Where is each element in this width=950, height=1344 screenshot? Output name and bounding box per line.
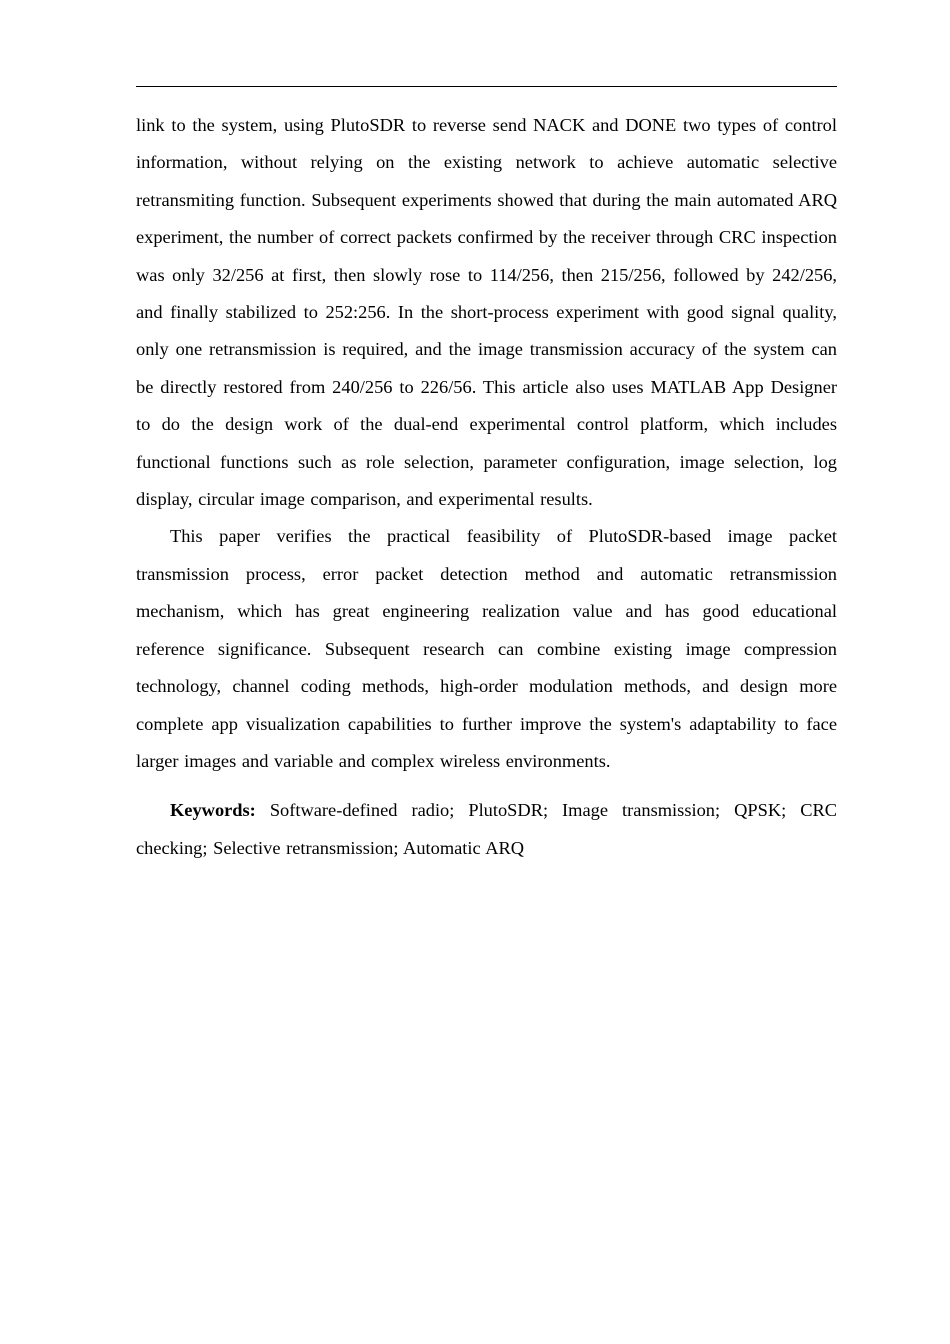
keywords-text: Software-defined radio; PlutoSDR; Image transmission; QPSK; CRC checking; Selective retransmission; Automatic ARQ [136,800,837,858]
abstract-paragraph-2: This paper verifies the practical feasibility of PlutoSDR-based image packet transmission process, error packet detection method and automatic retransmission mechanism, which has great engineering realization value and has good educational reference significance. Subsequent research can combine existing image compression technology, channel coding methods, high-order modulation methods, and design more complete app visualization capabilities to further improve the system's adaptability to face larger images and variable and complex wireless environments. [136,526,837,771]
keywords-line [136,792,837,867]
header-rule [136,86,837,87]
abstract-paragraph-1: link to the system, using PlutoSDR to reverse send NACK and DONE two types of control information, without relying on the existing network to achieve automatic selective retransmiting function. Subsequent experiments showed that during the main automated ARQ experiment, the number of correct packets confirmed by the receiver through CRC inspection was only 32/256 at first, then slowly rose to 114/256, then 215/256, followed by 242/256, and finally stabilized to 252:256. In the short-process experiment with good signal quality, only one retransmission is required, and the image transmission accuracy of the system can be directly restored from 240/256 to 226/56. This article also uses MATLAB App Designer to do the design work of the dual-end experimental control platform, which includes functional functions such as role selection, parameter configuration, image selection, log display, circular image comparison, and experimental results. [136,115,837,510]
keywords-label: Keywords: [170,800,256,821]
abstract-body [136,107,837,867]
